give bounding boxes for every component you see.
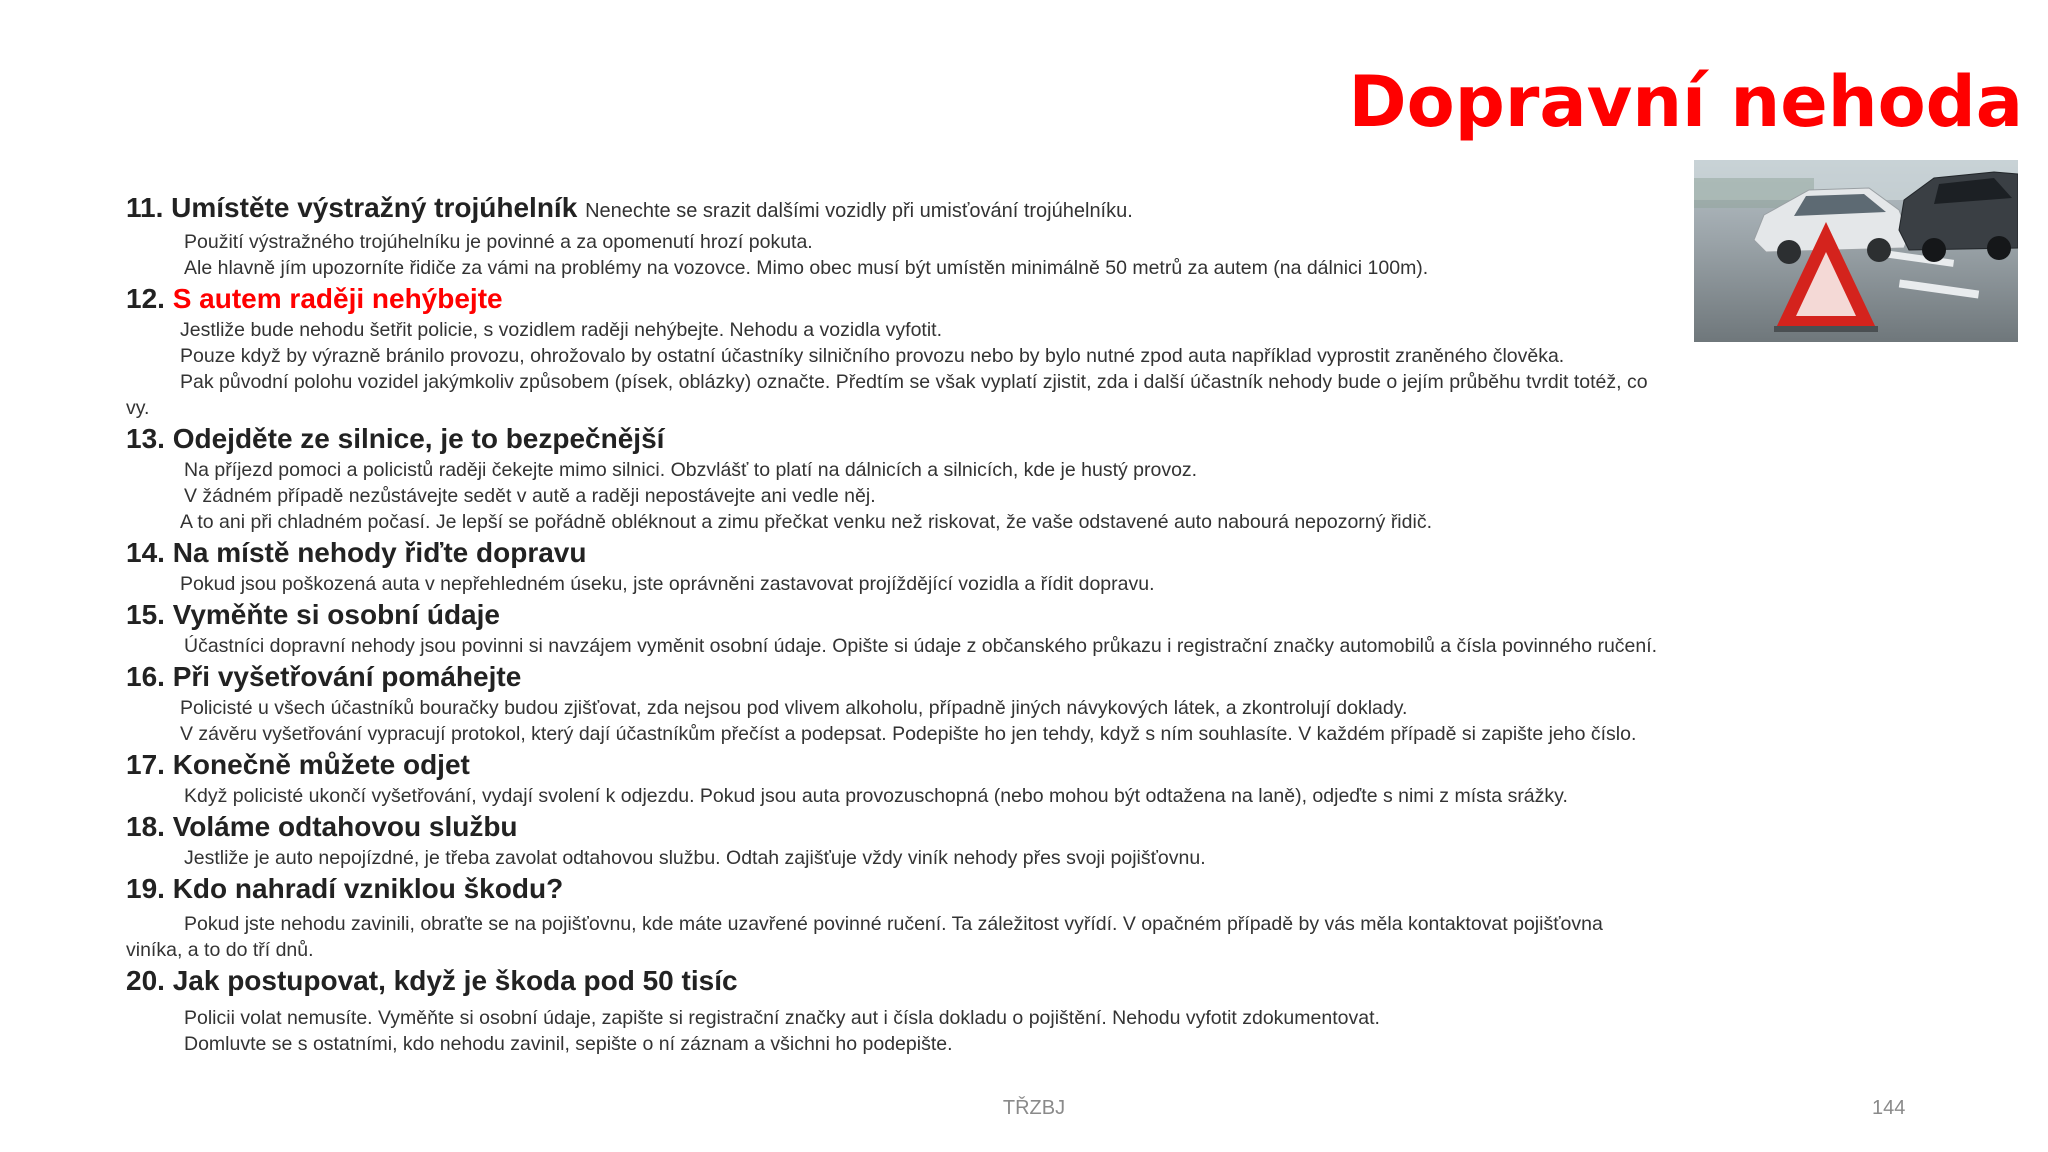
paragraph-line: vy.	[126, 397, 150, 419]
section-heading: 20. Jak postupovat, když je škoda pod 50 tisíc	[126, 965, 738, 996]
paragraph-line: viníka, a to do tří dnů.	[126, 939, 314, 961]
instructions	[126, 190, 1806, 1057]
section-heading: 13. Odejděte ze silnice, je to bezpečnější	[126, 423, 665, 454]
page-number: 144	[1872, 1097, 1906, 1119]
section-heading: 19. Kdo nahradí vzniklou škodu?	[126, 873, 564, 904]
paragraph-line: Policisté u všech účastníků bouračky budou zjišťovat, zda nejsou pod vlivem alkoholu, případně jiných návykových látek, a zkontrolují doklady.	[180, 697, 1408, 719]
paragraph-line: Účastníci dopravní nehody jsou povinni si navzájem vyměnit osobní údaje. Opište si údaje z občanského průkazu i registrační značky automobilů a čísla povinného ručení.	[184, 635, 1658, 657]
paragraph-line: Na příjezd pomoci a policistů raději čekejte mimo silnici. Obzvlášť to platí na dálnicích a silnicích, kde je hustý provoz.	[184, 459, 1198, 481]
heading-text: 11. Umístěte výstražný trojúhelník	[126, 192, 578, 223]
footer-text: TŘZBJ	[1002, 1097, 1066, 1119]
section-14	[126, 535, 1806, 597]
section-heading: 18. Voláme odtahovou službu	[126, 811, 518, 842]
section-16	[126, 659, 1806, 747]
heading-number: 12.	[126, 283, 165, 314]
paragraph-line: A to ani při chladném počasí. Je lepší se pořádně obléknout a zimu přečkat venku než riskovat, že vaše odstavené auto nabourá nepozorný řidič.	[180, 511, 1432, 533]
section-11	[126, 190, 1806, 281]
paragraph-line: Jestliže je auto nepojízdné, je třeba zavolat odtahovou službu. Odtah zajišťuje vždy viník nehody přes svoji pojišťovnu.	[184, 847, 1206, 869]
section-heading: 17. Konečně můžete odjet	[126, 749, 470, 780]
section-18	[126, 809, 1806, 871]
heading-text: S autem raději nehýbejte	[172, 283, 503, 314]
paragraph-line: Pokud jsou poškozená auta v nepřehledném úseku, jste oprávněni zastavovat projíždějící vozidla a řídit dopravu.	[180, 573, 1155, 595]
paragraph-line: Pak původní polohu vozidel jakýmkoliv způsobem (písek, oblázky) označte. Předtím se však vyplatí zjistit, zda i další účastník nehody bude o jejím průběhu tvrdit totéž, co	[180, 371, 1648, 393]
paragraph-line: Jestliže bude nehodu šetřit policie, s vozidlem raději nehýbejte. Nehodu a vozidla vyfotit.	[180, 319, 943, 341]
paragraph-line: Ale hlavně jím upozorníte řidiče za vámi na problémy na vozovce. Mimo obec musí být umístěn minimálně 50 metrů za autem (na dálnici 100m).	[184, 257, 1429, 279]
page-title: Dopravní nehoda	[1348, 61, 2023, 143]
section-13	[126, 421, 1806, 535]
paragraph-line: Když policisté ukončí vyšetřování, vydají svolení k odjezdu. Pokud jsou auta provozuschopná (nebo mohou být odtažena na laně), odjeďte s nimi z místa srážky.	[184, 785, 1568, 807]
paragraph-line: Pokud jste nehodu zavinili, obraťte se na pojišťovnu, kde máte uzavřené povinné ručení. Ta záležitost vyřídí. V opačném případě by vás měla kontaktovat pojišťovna	[184, 913, 1603, 935]
section-heading: 15. Vyměňte si osobní údaje	[126, 599, 500, 630]
section-heading: 14. Na místě nehody řiďte dopravu	[126, 537, 587, 568]
section-12	[126, 281, 1806, 421]
paragraph-line: Policii volat nemusíte. Vyměňte si osobní údaje, zapište si registrační značky aut i čísla dokladu o pojištění. Nehodu vyfotit zdokumentovat.	[184, 1007, 1380, 1029]
paragraph-line: V závěru vyšetřování vypracují protokol, který dají účastníkům přečíst a podepsat. Podepište ho jen tehdy, když s ním souhlasíte. V každém případě si zapište jeho číslo.	[180, 723, 1637, 745]
paragraph-line: V žádném případě nezůstávejte sedět v autě a raději nepostávejte ani vedle něj.	[184, 485, 876, 507]
section-heading	[126, 190, 1806, 229]
paragraph-line: Pouze když by výrazně bránilo provozu, ohrožovalo by ostatní účastníky silničního provozu nebo by bylo nutné zpod auta například vyprostit zraněného člověka.	[180, 345, 1565, 367]
heading-note: Nenechte se srazit dalšími vozidly při umisťování trojúhelníku.	[585, 200, 1133, 222]
section-17	[126, 747, 1806, 809]
paragraph-line: Použití výstražného trojúhelníku je povinné a za opomenutí hrozí pokuta.	[184, 231, 813, 253]
section-heading	[126, 281, 1806, 317]
section-heading: 16. Při vyšetřování pomáhejte	[126, 661, 522, 692]
section-20	[126, 963, 1806, 1057]
section-19	[126, 871, 1806, 963]
paragraph-line: Domluvte se s ostatními, kdo nehodu zavinil, sepište o ní záznam a všichni ho podepište.	[184, 1033, 953, 1055]
section-15	[126, 597, 1806, 659]
